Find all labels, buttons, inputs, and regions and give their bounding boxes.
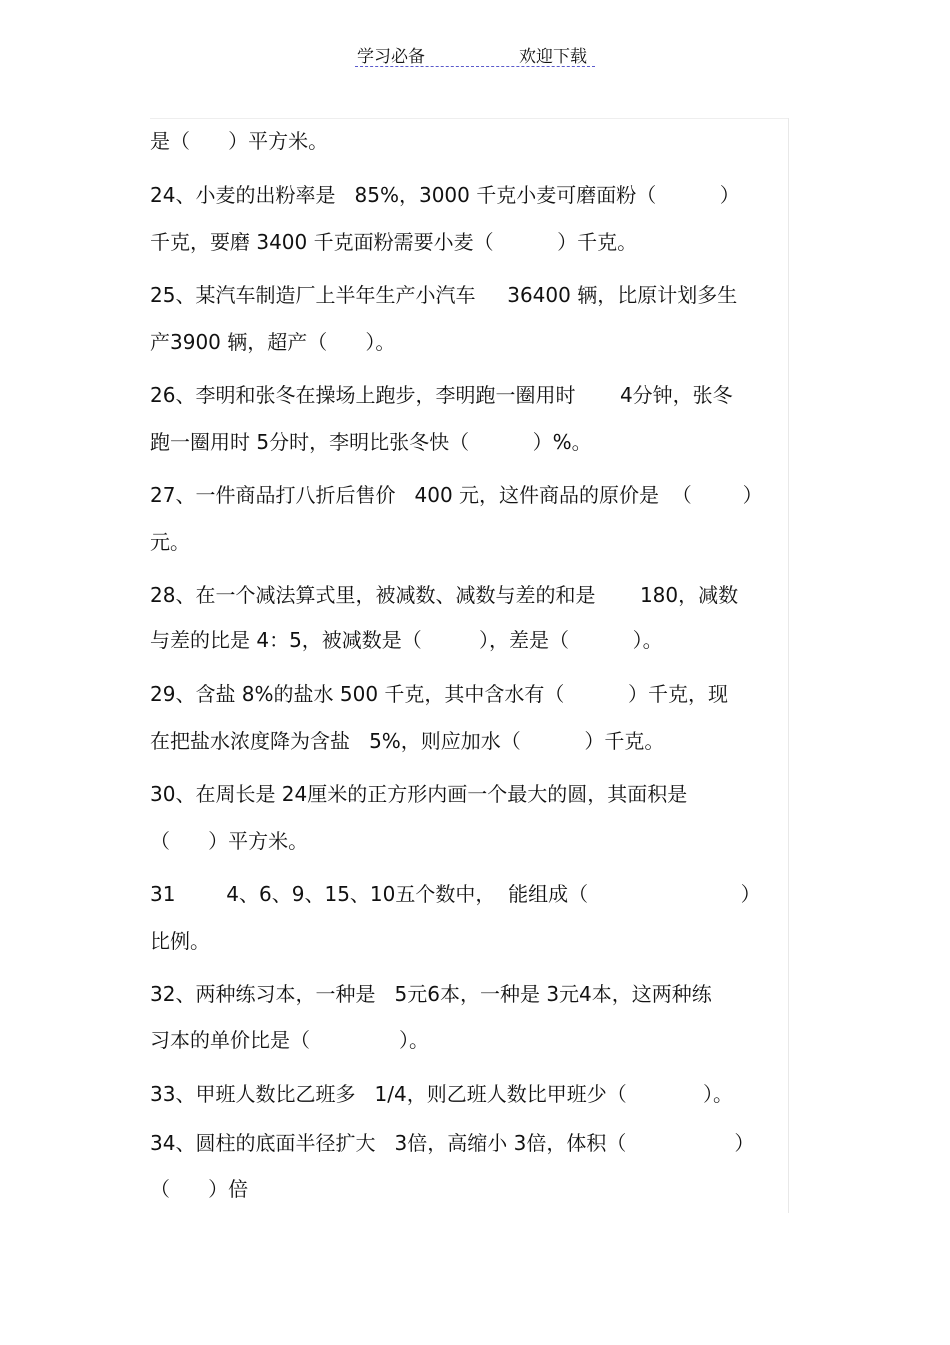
text-line: 与差的比是 4：5，被减数是（ ），差是（ ）。 [150, 628, 663, 652]
page-header [355, 40, 595, 67]
text-line: 33、甲班人数比乙班多 1/4，则乙班人数比甲班少（ ）。 [150, 1082, 733, 1106]
text-line: 29、含盐 8%的盐水 500 千克，其中含水有（ ）千克，现 [150, 682, 728, 706]
text-line: 在把盐水浓度降为含盐 5%，则应加水（ ）千克。 [150, 729, 665, 753]
text-line: （ ）平方米。 [150, 829, 309, 853]
header-right-text: 欢迎下载 [519, 47, 587, 67]
text-line: 31 4、6、9、15、10五个数中， 能组成（ ） [150, 882, 761, 906]
header-left-text: 学习必备 [357, 47, 425, 67]
text-line: 产3900 辆，超产（ ）。 [150, 330, 396, 354]
text-line: 习本的单价比是（ ）。 [150, 1028, 430, 1052]
text-line: （ ）倍 [150, 1177, 249, 1201]
text-line: 跑一圈用时 5分时，李明比张冬快（ ）%。 [150, 430, 592, 454]
page-frame-right [788, 118, 789, 1213]
text-line: 32、两种练习本，一种是 5元6本，一种是 3元4本，这两种练 [150, 982, 712, 1006]
text-line: 34、圆柱的底面半径扩大 3倍，高缩小 3倍，体积（ ） [150, 1131, 755, 1155]
text-line: 元。 [150, 530, 190, 554]
text-line: 是（ ）平方米。 [150, 129, 329, 153]
text-line: 26、李明和张冬在操场上跑步，李明跑一圈用时 4分钟，张冬 [150, 383, 733, 407]
text-line: 比例。 [150, 929, 210, 953]
text-line: 25、某汽车制造厂上半年生产小汽车 36400 辆，比原计划多生 [150, 283, 738, 307]
text-line: 27、一件商品打八折后售价 400 元，这件商品的原价是 （ ） [150, 483, 763, 507]
text-line: 30、在周长是 24厘米的正方形内画一个最大的圆，其面积是 [150, 782, 688, 806]
text-line: 28、在一个减法算式里，被减数、减数与差的和是 180，减数 [150, 583, 739, 607]
page-frame-top [150, 118, 788, 119]
text-line: 千克，要磨 3400 千克面粉需要小麦（ ）千克。 [150, 230, 638, 254]
text-line: 24、小麦的出粉率是 85%，3000 千克小麦可磨面粉（ ） [150, 183, 740, 207]
